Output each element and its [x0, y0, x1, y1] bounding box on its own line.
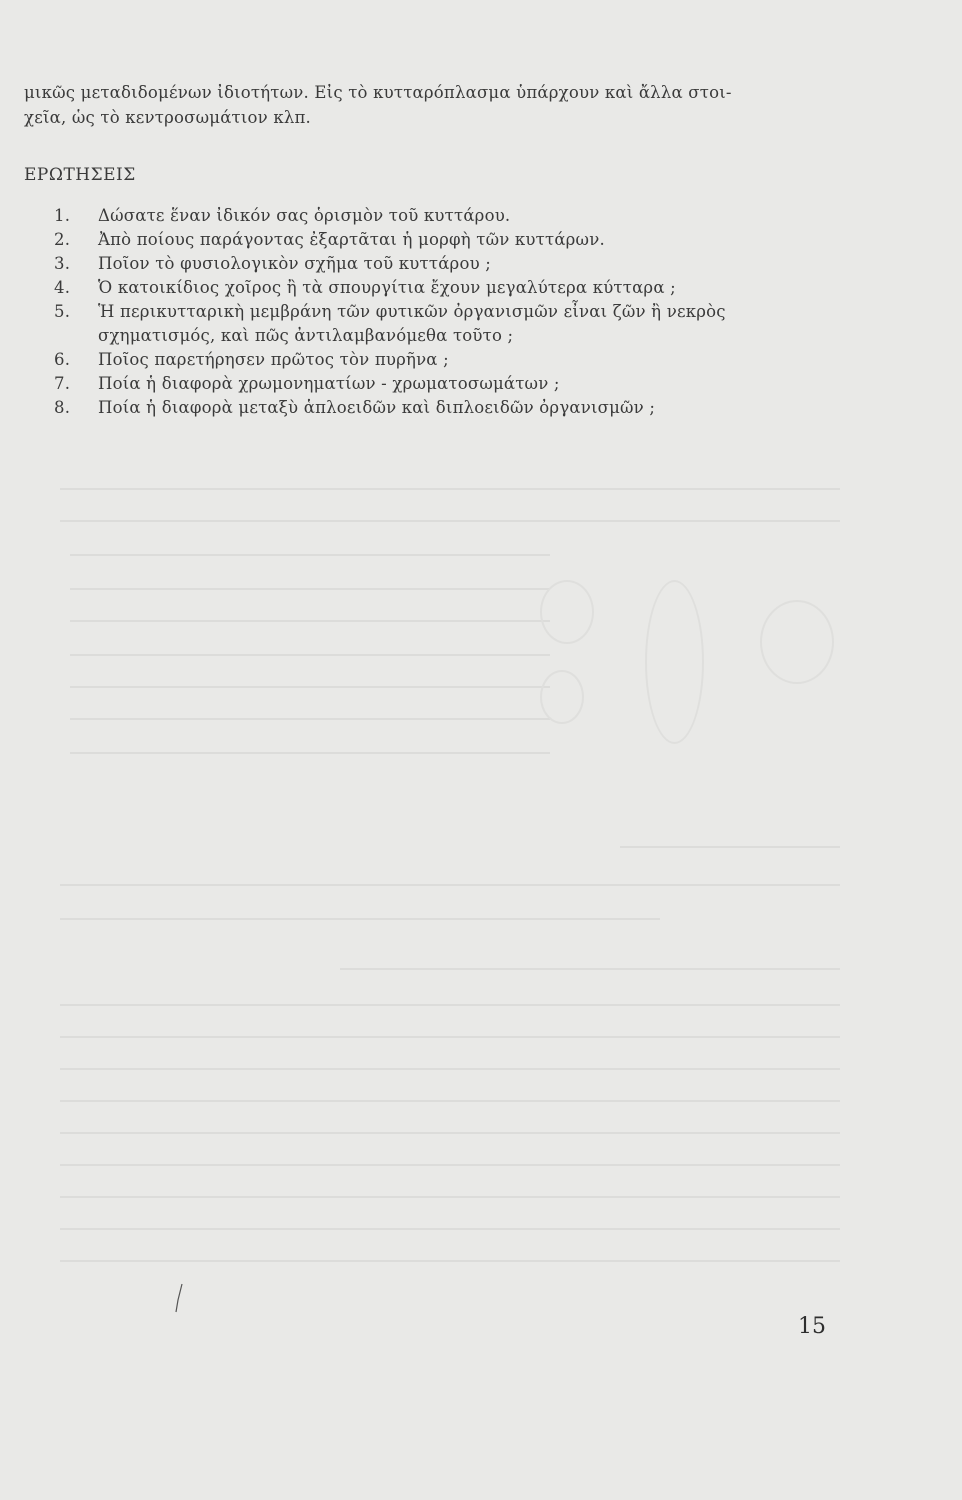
question-text: Ποία ἡ διαφορὰ μεταξὺ ἁπλοειδῶν καὶ διπλοειδῶν ὀργανισμῶν ;: [98, 398, 656, 417]
question-text: Ποία ἡ διαφορὰ χρωμονηματίων - χρωματοσωμάτων ;: [98, 374, 560, 393]
question-item: [54, 372, 844, 396]
question-number: 1.: [54, 206, 71, 225]
question-text: Δώσατε ἕναν ἰδικόν σας ὁρισμὸν τοῦ κυττάρου.: [98, 206, 511, 225]
question-item: [54, 276, 844, 300]
question-text: Ποῖος παρετήρησεν πρῶτος τὸν πυρῆνα ;: [98, 350, 449, 369]
question-number: 6.: [54, 350, 71, 369]
question-number: 2.: [54, 230, 71, 249]
question-number: 4.: [54, 278, 71, 297]
pencil-mark: [168, 1282, 208, 1332]
question-text: Ὁ κατοικίδιος χοῖρος ἢ τὰ σπουργίτια ἔχουν μεγαλύτερα κύτταρα ;: [98, 278, 676, 297]
page-number: 15: [798, 1314, 826, 1339]
question-number: 8.: [54, 398, 71, 417]
question-item: [54, 204, 844, 228]
intro-paragraph: [24, 80, 844, 130]
question-item: [54, 228, 844, 252]
question-item: [54, 396, 844, 420]
intro-line-1: μικῶς μεταδιδομένων ἰδιοτήτων. Εἰς τὸ κυτταρόπλασμα ὑπάρχουν καὶ ἄλλα στοι-: [24, 83, 732, 102]
question-text: Ἀπὸ ποίους παράγοντας ἐξαρτᾶται ἡ μορφὴ τῶν κυττάρων.: [98, 230, 605, 249]
question-item: [54, 252, 844, 276]
intro-line-2: χεῖα, ὡς τὸ κεντροσωμάτιον κλπ.: [24, 108, 311, 127]
question-number: 7.: [54, 374, 71, 393]
questions-list: [54, 204, 844, 420]
question-item: [54, 348, 844, 372]
question-text: Ποῖον τὸ φυσιολογικὸν σχῆμα τοῦ κυττάρου ;: [98, 254, 492, 273]
question-number: 3.: [54, 254, 71, 273]
questions-heading: ΕΡΩΤΗΣΕΙΣ: [24, 165, 136, 185]
question-number: 5.: [54, 302, 71, 321]
question-text: Ἡ περικυτταρικὴ μεμβράνη τῶν φυτικῶν ὀργανισμῶν εἶναι ζῶν ἢ νεκρὸς σχηματισμός, καὶ πῶς ἀντιλαμβανόμεθα τοῦτο ;: [98, 302, 726, 345]
question-item: [54, 300, 844, 348]
